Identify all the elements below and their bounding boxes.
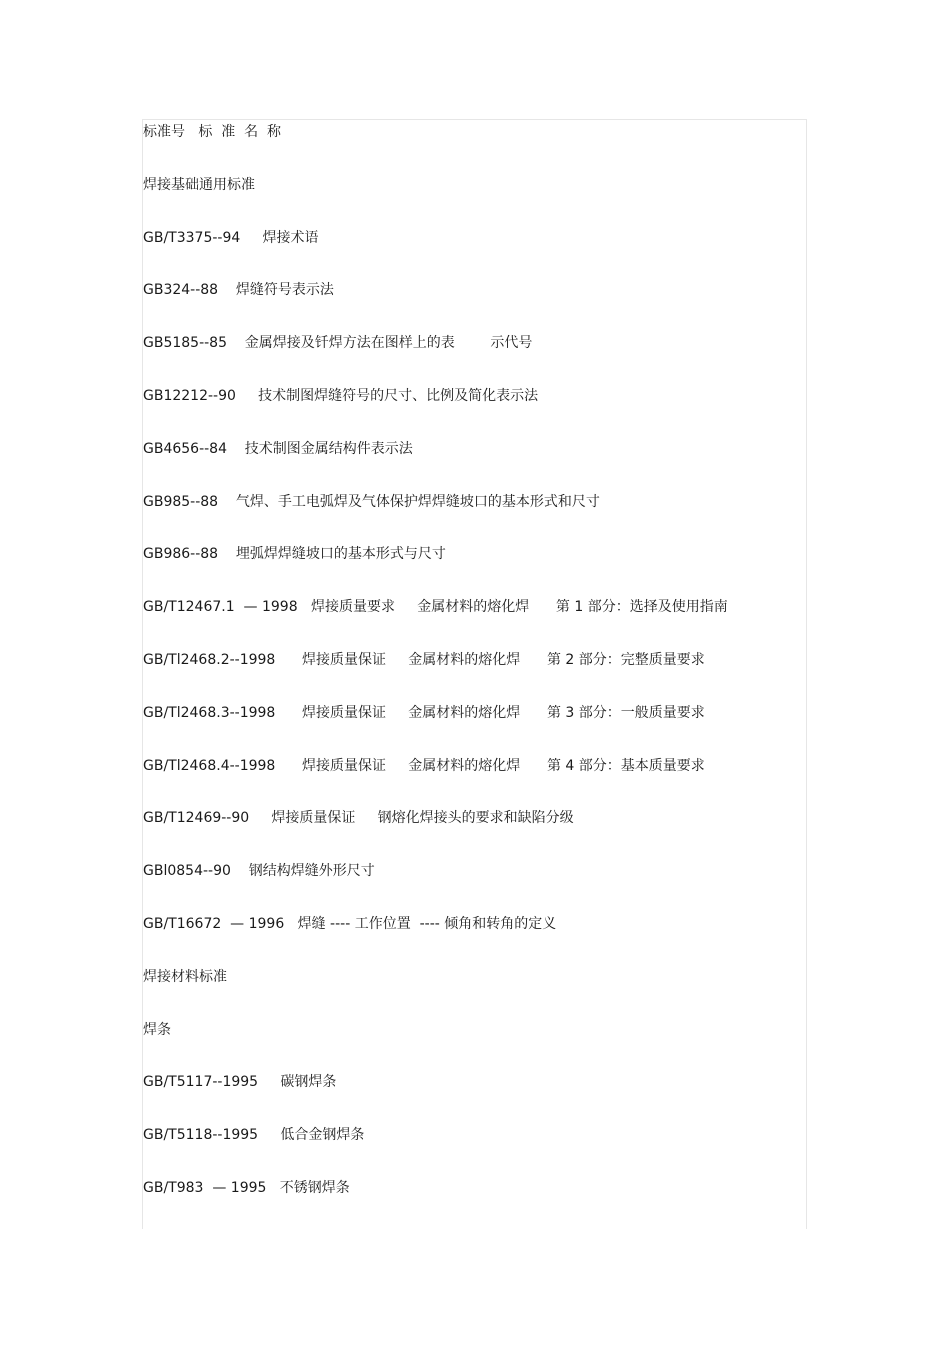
section-heading-materials: 焊接材料标准: [143, 968, 227, 985]
standard-entry: GB986--88 埋弧焊焊缝坡口的基本形式与尺寸: [143, 546, 446, 563]
standard-entry: GB/T983 — 1995 不锈钢焊条: [143, 1179, 350, 1196]
standards-list: [143, 122, 728, 1231]
standard-entry: GB/T16672 — 1996 焊缝 ---- 工作位置 ---- 倾角和转角的定义: [143, 915, 557, 932]
standard-entry: GB/Tl2468.2--1998 焊接质量保证 金属材料的熔化焊 第 2 部分：完整质量要求: [143, 651, 705, 668]
standard-entry: GBl0854--90 钢结构焊缝外形尺寸: [143, 863, 375, 880]
standard-entry: GB/T3375--94 焊接术语: [143, 229, 319, 246]
standard-entry: GB/Tl2468.4--1998 焊接质量保证 金属材料的熔化焊 第 4 部分：基本质量要求: [143, 757, 705, 774]
standard-entry: GB985--88 气焊、手工电弧焊及气体保护焊焊缝坡口的基本形式和尺寸: [143, 493, 600, 510]
header-line: 标准号 标 准 名 称: [143, 124, 282, 140]
standard-entry: GB/Tl2468.3--1998 焊接质量保证 金属材料的熔化焊 第 3 部分：一般质量要求: [143, 704, 705, 721]
standard-entry: GB5185--85 金属焊接及钎焊方法在图样上的表 示代号: [143, 335, 533, 352]
standard-entry: GB12212--90 技术制图焊缝符号的尺寸、比例及简化表示法: [143, 387, 539, 404]
standard-entry: GB/T5118--1995 低合金钢焊条: [143, 1127, 365, 1144]
standard-entry: GB/T12469--90 焊接质量保证 钢熔化焊接头的要求和缺陷分级: [143, 810, 574, 827]
standard-entry: GB/T5117--1995 碳钢焊条: [143, 1074, 337, 1091]
standard-entry: GB/T12467.1 — 1998 焊接质量要求 金属材料的熔化焊 第 1 部分：选择及使用指南: [143, 599, 728, 616]
section-heading-basic: 焊接基础通用标准: [143, 176, 255, 193]
subsection-heading-electrodes: 焊条: [143, 1021, 171, 1038]
standard-entry: GB324--88 焊缝符号表示法: [143, 282, 334, 299]
standard-entry: GB4656--84 技术制图金属结构件表示法: [143, 440, 413, 457]
